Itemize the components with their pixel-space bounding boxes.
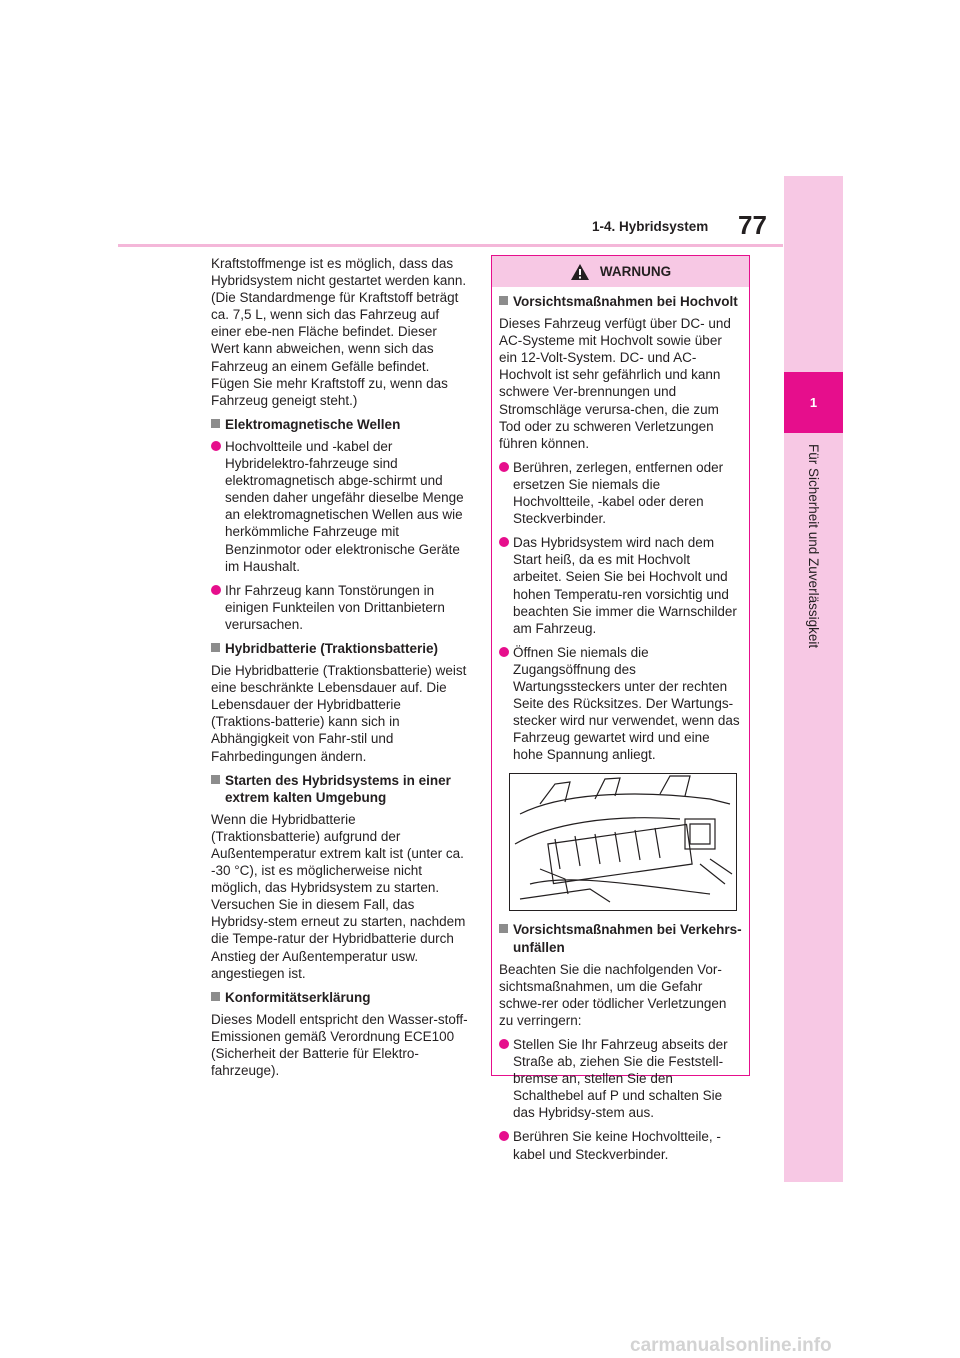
battery-under-seat-drawing (510, 774, 736, 910)
accident-bullet-1: Stellen Sie Ihr Fahrzeug abseits der Straße ab, ziehen Sie die Feststell-bremse an, stellen Sie den Schalthebel auf P und schalten Sie das Hybridsy-stem aus. (499, 1036, 742, 1121)
warning-triangle-icon (570, 263, 590, 281)
watermark-text: carmanualsonline.info (630, 1335, 832, 1356)
em-bullet-1: Hochvoltteile und -kabel der Hybridelektro-fahrzeuge sind elektromagnetisch abge-schirmt und senden daher ungefähr dieselbe Menge an elektromagnetischen Wellen aus wie herkömmliche Fahrzeuge mit Benzinmotor oder elektronische Geräte im Haushalt. (211, 438, 468, 575)
hv-paragraph: Dieses Fahrzeug verfügt über DC- und AC-Systeme mit Hochvolt sowie über ein 12-Volt-System. DC- und AC-Hochvolt ist sehr gefährlich und kann schwere Ver-brennungen und Stromschläge verursa-chen, die zum Tod oder zu schweren Verletzungen führen können. (499, 316, 731, 451)
conformity-paragraph: Dieses Modell entspricht den Wasser-stoff-Emissionen gemäß Verordnung ECE100 (Sicherheit der Batterie für Elektro-fahrzeuge). (211, 1011, 468, 1079)
chapter-side-tab (784, 176, 843, 1182)
hv-heading: Vorsichtsmaßnahmen bei Hochvolt (499, 293, 742, 310)
warning-box (491, 255, 750, 1162)
accident-bullet-2: Berühren Sie keine Hochvoltteile, -kabel und Steckverbinder. (499, 1128, 742, 1162)
em-bullet-2: Ihr Fahrzeug kann Tonstörungen in einigen Funkteilen von Drittanbietern verursachen. (211, 582, 468, 633)
cold-start-heading: Starten des Hybridsystems in einer extrem kalten Umgebung (211, 772, 468, 806)
hv-bullet-2: Das Hybridsystem wird nach dem Start heiß, da es mit Hochvolt arbeitet. Seien Sie bei Hochvolt und hohen Temperatu-ren vorsichtig und beachten Sie immer die Warnschilder am Fahrzeug. (499, 534, 742, 637)
chapter-number-tab: 1 (784, 372, 843, 433)
cold-start-paragraph: Wenn die Hybridbatterie (Traktionsbatterie) aufgrund der Außentemperatur extrem kalt ist (unter ca. -30 °C), ist es möglicherweise nicht möglich, das Hybridsystem zu starten. Versuchen Sie in diesem Fall, das Hybridsy-stem erneut zu starten, nachdem die Tempe-ratur der Hybridbatterie durch Anstieg der Außentemperatur usw. angestiegen ist. (211, 811, 466, 981)
section-title: 1-4. Hybridsystem (592, 219, 709, 234)
accident-paragraph: Beachten Sie die nachfolgenden Vor-sichtsmaßnahmen, um die Gefahr schwe-rer oder tödlicher Verletzungen zu verringern: (499, 961, 727, 1028)
hv-bullet-1: Berühren, zerlegen, entfernen oder ersetzen Sie niemals die Hochvoltteile, -kabel oder deren Steckverbinder. (499, 459, 742, 527)
hv-bullet-3: Öffnen Sie niemals die Zugangsöffnung des Wartungssteckers unter der rechten Seite des Rücksitzes. Der Wartungs-stecker wird nur verwendet, wenn das Fahrzeug gewartet wird und eine hohe Spannung anliegt. (499, 644, 742, 764)
accident-heading: Vorsichtsmaßnahmen bei Verkehrs-unfällen (499, 921, 742, 955)
page-number: 77 (738, 210, 767, 240)
chapter-title: Für Sicherheit und Zuverlässigkeit (806, 444, 821, 649)
battery-paragraph: Die Hybridbatterie (Traktionsbatterie) weist eine beschränkte Lebensdauer auf. Die Lebensdauer der Hybridbatterie (Traktions-batterie) kann sich in Abhängigkeit von Fahr-stil und Fahrbedingungen ändern. (211, 663, 467, 764)
chapter-title-vertical (784, 444, 843, 864)
intro-paragraph: Kraftstoffmenge ist es möglich, dass das Hybridsystem nicht gestartet werden kann. (Die Standardmenge für Kraftstoff beträgt ca. 7,5 L, wenn sich das Fahrzeug auf einer ebe-nen Fläche befindet. Dieser Wert kann abweichen, wenn sich das Fahrzeug an einem Gefälle befindet. Fügen Sie mehr Kraftstoff zu, wenn das Fahrzeug geneigt steht.) (211, 256, 467, 408)
warning-header (492, 256, 749, 287)
warning-body (492, 287, 749, 1163)
conformity-heading: Konformitätserklärung (211, 989, 468, 1006)
service-plug-illustration (509, 773, 737, 911)
warning-title: WARNUNG (599, 263, 672, 279)
battery-heading: Hybridbatterie (Traktionsbatterie) (211, 640, 468, 657)
left-column (211, 255, 468, 1086)
header-divider (118, 244, 783, 247)
em-heading: Elektromagnetische Wellen (211, 416, 468, 433)
